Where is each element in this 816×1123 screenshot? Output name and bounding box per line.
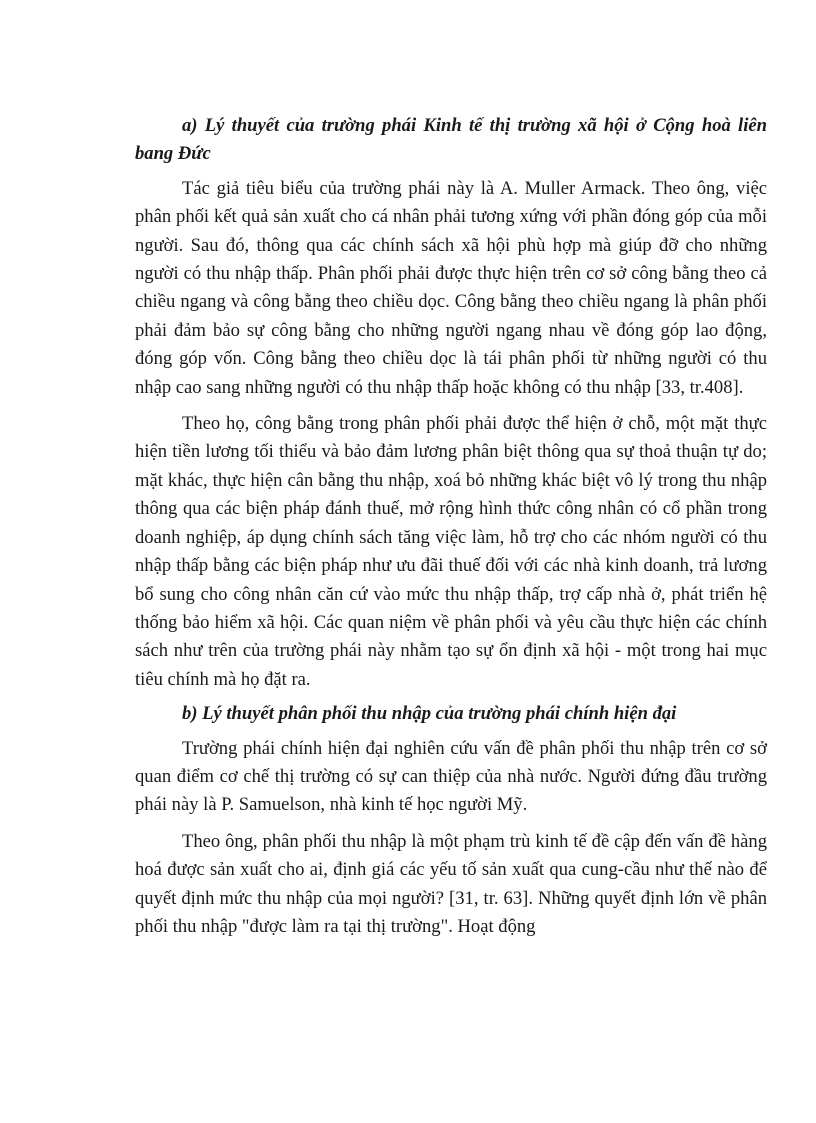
document-page (135, 112, 767, 947)
section-a-paragraph-2: Theo họ, công bằng trong phân phối phải được thể hiện ở chỗ, một mặt thực hiện tiền lương tối thiểu và bảo đảm lương phân biệt thông qua sự thoả thuận tự do; mặt khác, thực hiện cân bằng thu nhập, xoá bỏ những khác biệt vô lý trong thu nhập thông qua các biện pháp đánh thuế, mở rộng hình thức công nhân có cổ phần trong doanh nghiệp, áp dụng chính sách tăng việc làm, hỗ trợ cho các nhóm người có thu nhập thấp bằng các biện pháp như ưu đãi thuế đối với các nhà kinh doanh, trả lương bổ sung cho công nhân căn cứ vào mức thu nhập thấp, trợ cấp nhà ở, phát triển hệ thống bảo hiểm xã hội. Các quan niệm về phân phối và yêu cầu thực hiện các chính sách như trên của trường phái này nhằm tạo sự ổn định xã hội - một trong hai mục tiêu chính mà họ đặt ra. (135, 413, 767, 690)
section-a-heading: a) Lý thuyết của trường phái Kinh tế thị trường xã hội ở Cộng hoà liên bang Đức (135, 115, 767, 165)
section-b-paragraph-1: Trường phái chính hiện đại nghiên cứu vấn đề phân phối thu nhập trên cơ sở quan điểm cơ chế thị trường có sự can thiệp của nhà nước. Người đứng đầu trường phái này là P. Samuelson, nhà kinh tế học người Mỹ. (135, 737, 767, 816)
section-b-paragraph-2: Theo ông, phân phối thu nhập là một phạm trù kinh tế đề cập đến vấn đề hàng hoá được sản xuất cho ai, định giá các yếu tố sản xuất qua cung-cầu như thế nào để quyết định mức thu nhập của mọi người? [31, tr. 63]. Những quyết định lớn về phân phối thu nhập "được làm ra tại thị trường". Hoạt động (135, 830, 767, 937)
section-b-heading: b) Lý thuyết phân phối thu nhập của trường phái chính hiện đại (182, 703, 677, 725)
section-a-paragraph-1: Tác giả tiêu biểu của trường phái này là A. Muller Armack. Theo ông, việc phân phối kết quả sản xuất cho cá nhân phải tương xứng với phần đóng góp của mỗi người. Sau đó, thông qua các chính sách xã hội phù hợp mà giúp đỡ cho những người có thu nhập thấp. Phân phối phải được thực hiện trên cơ sở công bằng theo cả chiều ngang và công bằng theo chiều dọc. Công bằng theo chiều ngang là phân phối phải đảm bảo sự công bằng cho những người ngang nhau về đóng góp lao động, đóng góp vốn. Công bằng theo chiều dọc là tái phân phối từ những người có thu nhập cao sang những người có thu nhập thấp hoặc không có thu nhập [33, tr.408]. (135, 177, 767, 398)
